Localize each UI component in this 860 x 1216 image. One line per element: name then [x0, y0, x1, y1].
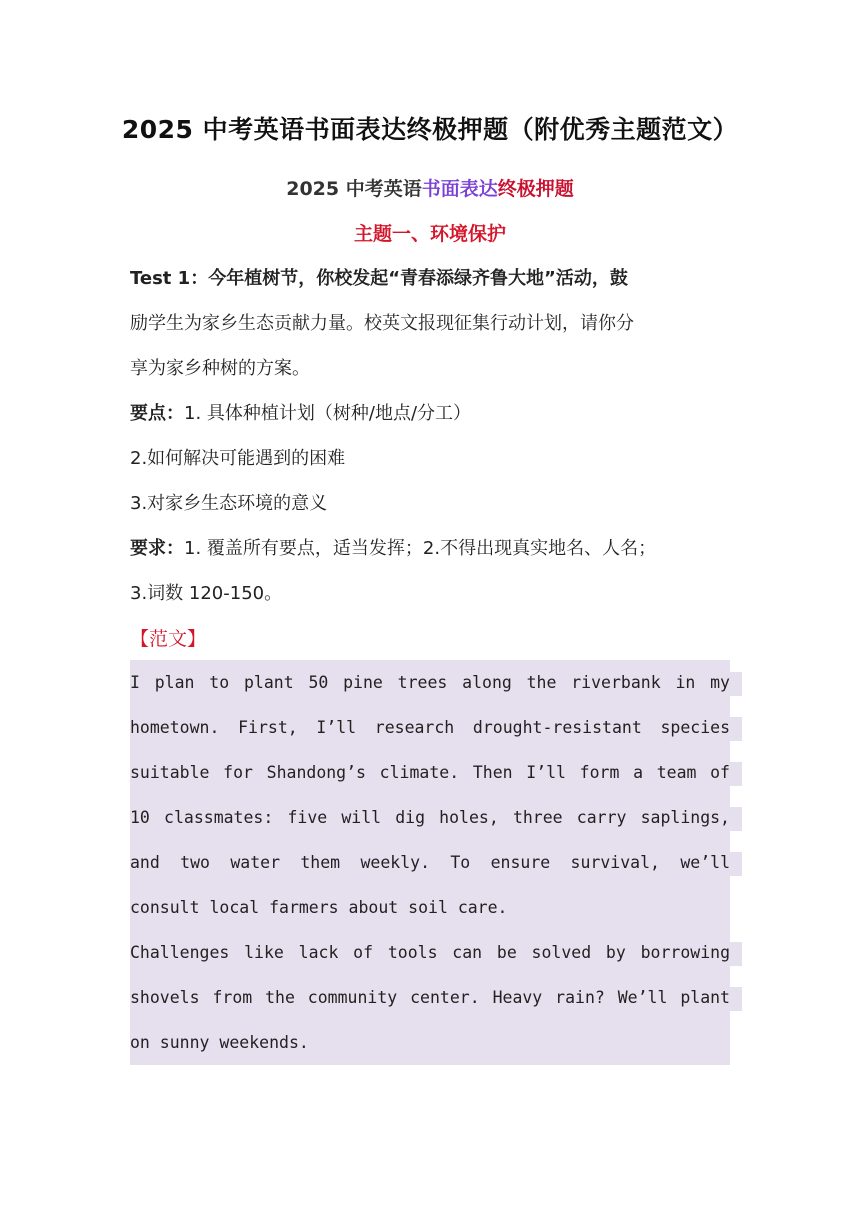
page-title: 2025 中考英语书面表达终极押题（附优秀主题范文） [121, 115, 739, 144]
highlight-edge [730, 987, 742, 1011]
requirement-1: 1. 覆盖所有要点，适当发挥；2.不得出现真实地名、人名； [184, 538, 657, 559]
sample-line: on sunny weekends. [130, 1033, 309, 1052]
highlight-edge [730, 942, 742, 966]
sample-line: shovels from the community center. Heavy rain? We’ll plant [130, 988, 730, 1007]
requirement-2: 3.词数 120-150。 [130, 583, 283, 604]
highlight-edge [730, 672, 742, 696]
highlight-edge [730, 762, 742, 786]
test-line-3: 享为家乡种树的方案。 [130, 358, 310, 379]
sample-line: 10 classmates: five will dig holes, three carry saplings, [130, 808, 730, 827]
sample-line: I plan to plant 50 pine trees along the riverbank in my [130, 673, 730, 692]
subtitle-part-1: 2025 中考英语 [286, 178, 422, 200]
sample-line: Challenges like lack of tools can be solved by borrowing [130, 943, 730, 962]
highlight-edge [730, 852, 742, 876]
theme-heading: 主题一、环境保护 [353, 223, 506, 245]
requirements-label: 要求： [130, 538, 184, 559]
points-label: 要点： [130, 403, 184, 424]
point-3: 3.对家乡生态环境的意义 [130, 493, 328, 514]
subtitle-part-3: 终极押题 [497, 178, 574, 200]
requirements-line-1 [130, 534, 740, 560]
sample-label: 【范文】 [130, 628, 207, 650]
highlight-edge [730, 717, 742, 741]
subtitle-part-2: 书面表达 [421, 178, 498, 200]
test-line-2: 励学生为家乡生态贡献力量。校英文报现征集行动计划，请你分 [130, 313, 634, 334]
test-line-1: Test 1：今年植树节，你校发起“青春添绿齐鲁大地”活动，鼓 [130, 268, 628, 289]
point-1: 1. 具体种植计划（树种/地点/分工） [184, 403, 472, 424]
point-2: 2.如何解决可能遇到的困难 [130, 448, 346, 469]
sample-line: suitable for Shandong’s climate. Then I’ll form a team of [130, 763, 730, 782]
sample-line: hometown. First, I’ll research drought-resistant species [130, 718, 730, 737]
points-line-1 [130, 399, 740, 425]
sample-line: consult local farmers about soil care. [130, 898, 508, 917]
highlight-edge [730, 807, 742, 831]
subtitle [0, 174, 860, 201]
sample-line: and two water them weekly. To ensure survival, we’ll [130, 853, 730, 872]
